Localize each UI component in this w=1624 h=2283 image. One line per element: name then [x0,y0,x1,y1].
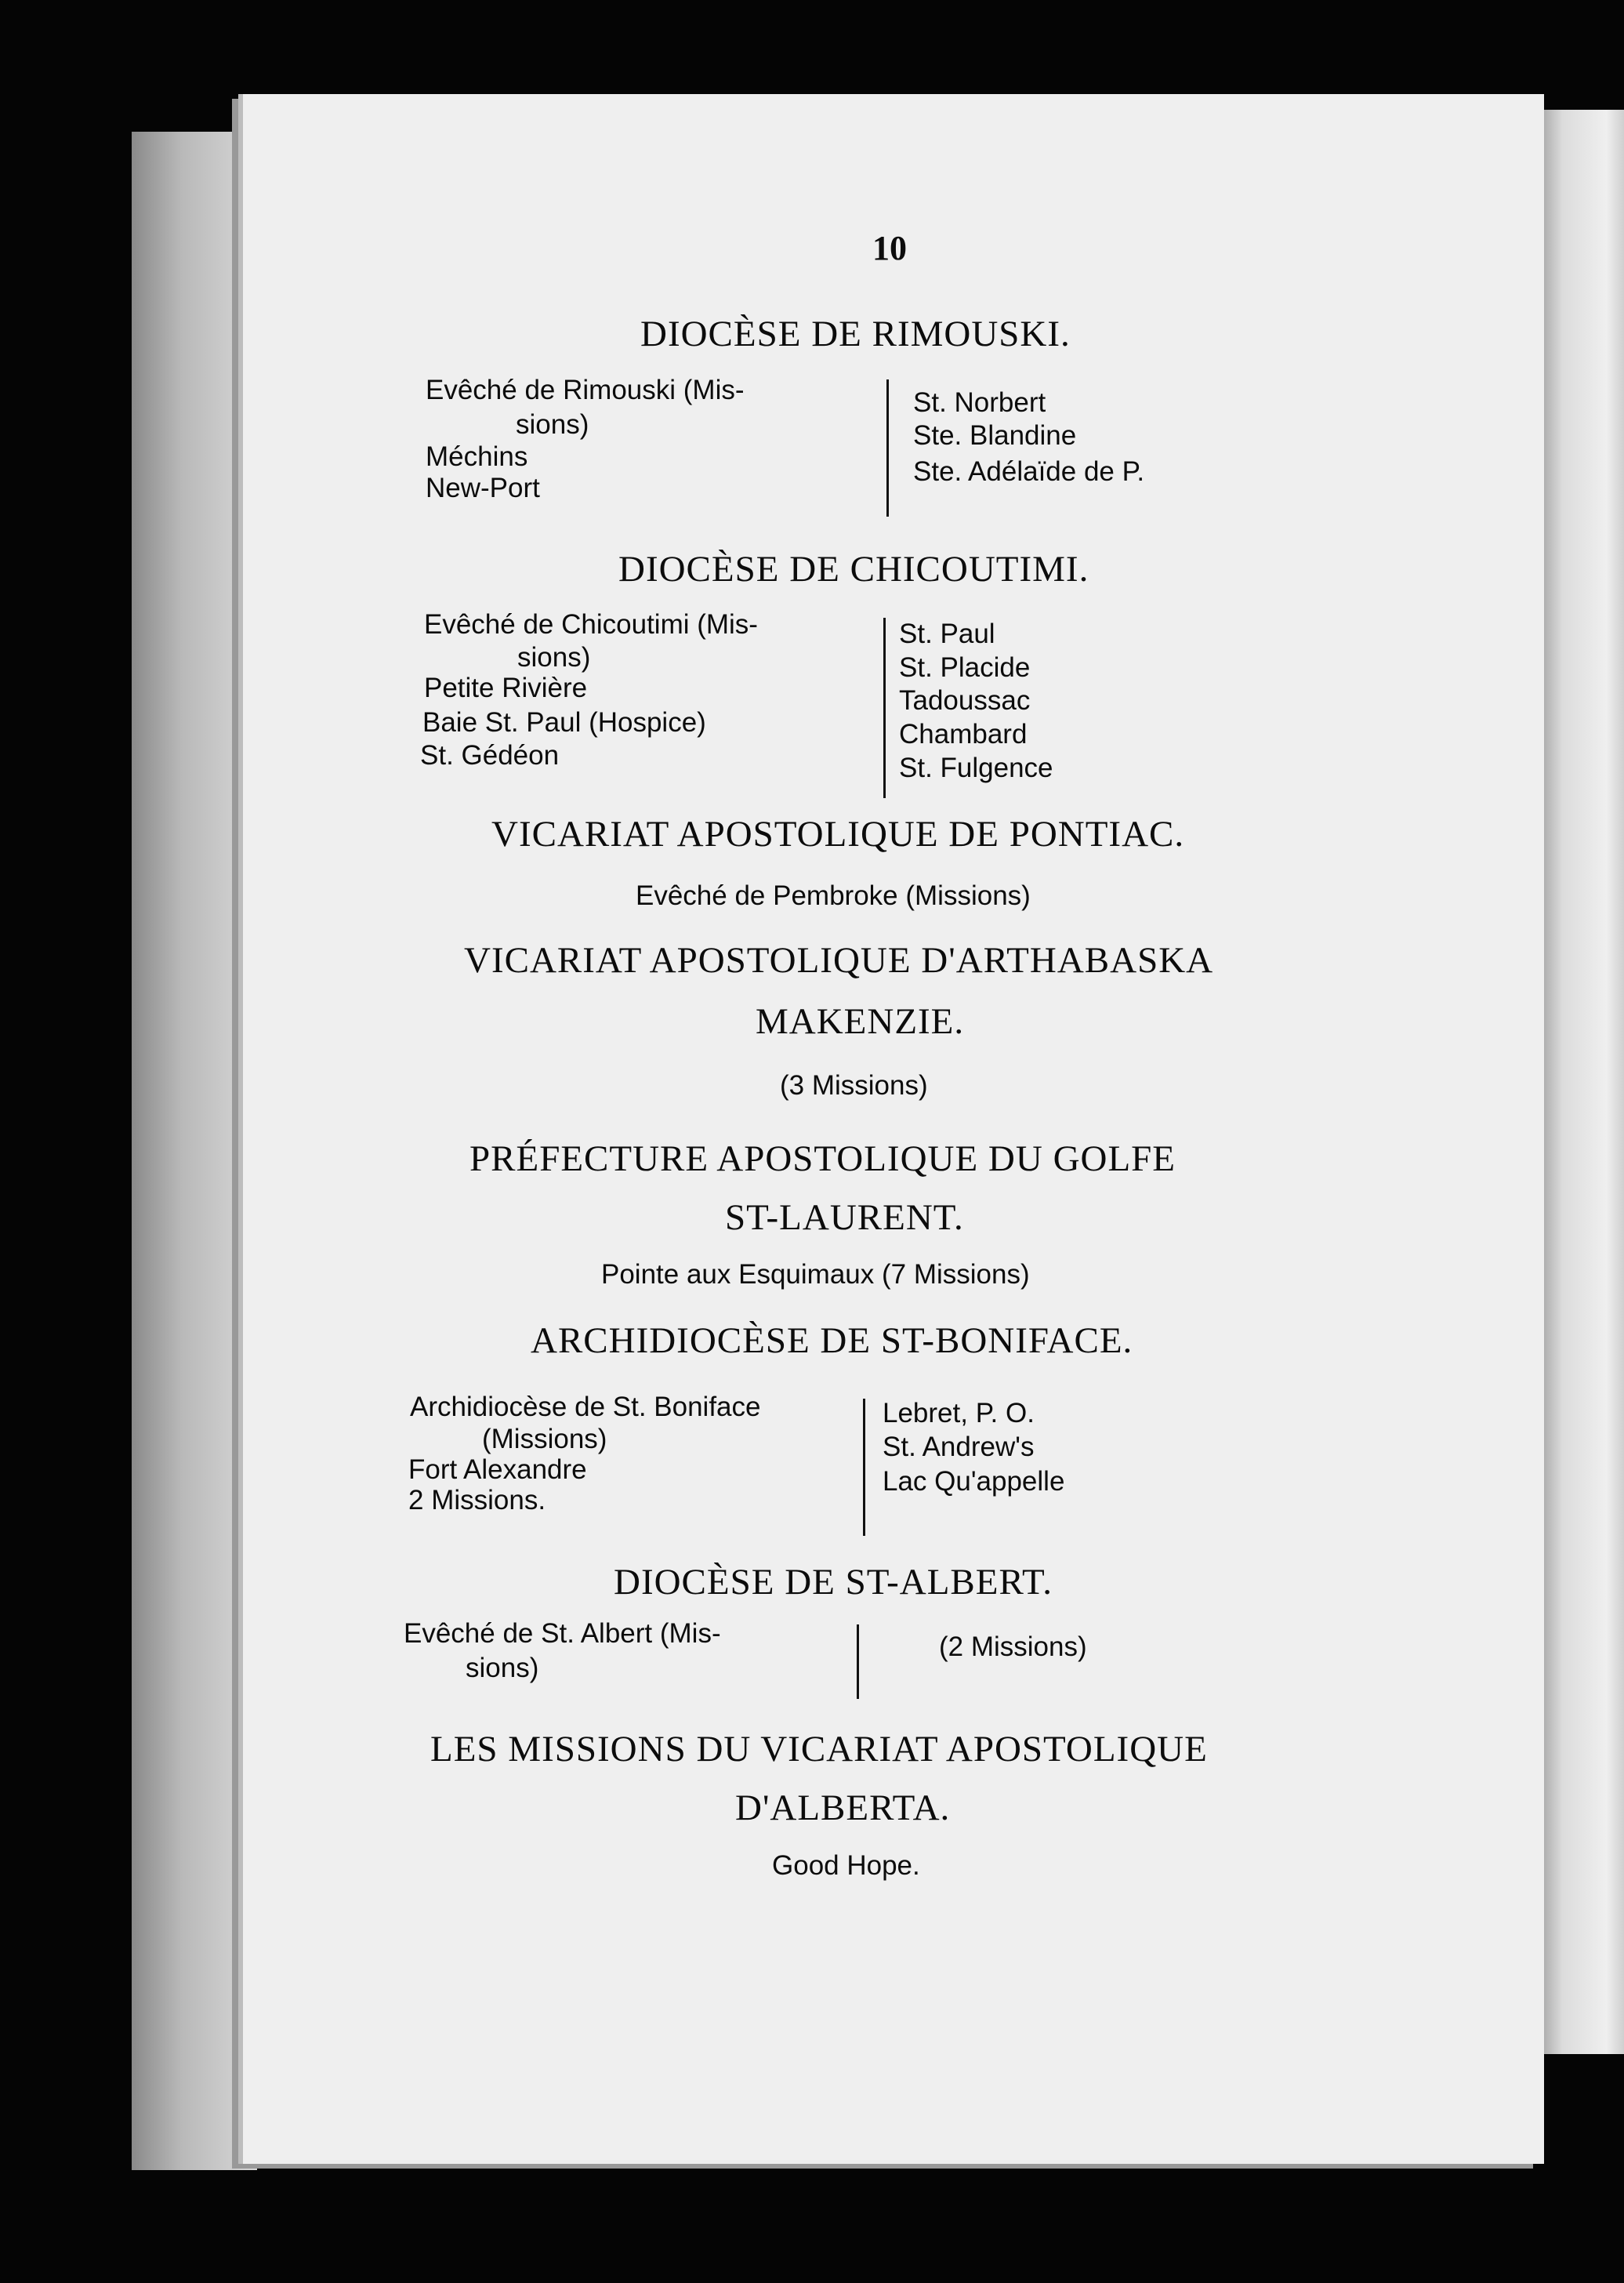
page-number: 10 [872,229,907,267]
chicoutimi-right-3: Tadoussac [899,685,1031,716]
section-title-arthabaska: VICARIAT APOSTOLIQUE D'ARTHABASKA [464,940,1214,981]
st-boniface-left-1: Archidiocèse de St. Boniface [410,1392,761,1422]
chicoutimi-right-2: St. Placide [899,652,1031,683]
column-divider [863,1399,865,1536]
st-boniface-left-2: (Missions) [482,1424,607,1454]
section-title-golfe: PRÉFECTURE APOSTOLIQUE DU GOLFE [469,1138,1176,1179]
section-title-st-albert: DIOCÈSE DE ST-ALBERT. [614,1562,1053,1602]
chicoutimi-left-4: Baie St. Paul (Hospice) [422,707,706,738]
chicoutimi-left-2: sions) [517,642,591,673]
section-title-rimouski: DIOCÈSE DE RIMOUSKI. [640,314,1071,354]
rimouski-right-1: St. Norbert [913,387,1046,418]
section-title-pontiac: VICARIAT APOSTOLIQUE DE PONTIAC. [491,814,1185,855]
st-albert-left-2: sions) [466,1653,539,1683]
st-albert-right-1: (2 Missions) [939,1631,1087,1662]
column-divider [886,379,889,517]
st-boniface-right-2: St. Andrew's [883,1432,1035,1462]
rimouski-right-2: Ste. Blandine [913,420,1077,451]
section-title-alberta-2: D'ALBERTA. [735,1788,951,1828]
rimouski-left-4: New-Port [426,473,540,503]
column-divider [857,1624,859,1699]
st-boniface-left-4: 2 Missions. [408,1485,546,1515]
chicoutimi-right-4: Chambard [899,719,1028,750]
st-boniface-right-3: Lac Qu'appelle [883,1466,1065,1497]
arthabaska-line-1: (3 Missions) [780,1070,928,1101]
chicoutimi-left-5: St. Gédéon [420,740,560,771]
pontiac-line-1: Evêché de Pembroke (Missions) [636,880,1031,911]
chicoutimi-left-1: Evêché de Chicoutimi (Mis- [424,609,758,640]
golfe-line-1: Pointe aux Esquimaux (7 Missions) [601,1259,1030,1290]
rimouski-left-3: Méchins [426,441,528,472]
section-title-chicoutimi: DIOCÈSE DE CHICOUTIMI. [618,549,1089,590]
section-title-golfe-2: ST-LAURENT. [725,1197,964,1238]
alberta-line-1: Good Hope. [772,1850,920,1881]
chicoutimi-right-1: St. Paul [899,619,995,649]
chicoutimi-right-5: St. Fulgence [899,753,1053,783]
section-title-st-boniface: ARCHIDIOCÈSE DE ST-BONIFACE. [531,1320,1133,1361]
rimouski-left-2: sions) [516,409,589,440]
chicoutimi-left-3: Petite Rivière [424,673,588,703]
section-title-arthabaska-2: MAKENZIE. [756,1001,965,1042]
rimouski-right-3: Ste. Adélaïde de P. [913,456,1145,487]
section-title-alberta: LES MISSIONS DU VICARIAT APOSTOLIQUE [430,1729,1208,1769]
st-boniface-left-3: Fort Alexandre [408,1454,587,1485]
st-boniface-right-1: Lebret, P. O. [883,1398,1035,1428]
column-divider [883,618,886,798]
rimouski-left-1: Evêché de Rimouski (Mis- [426,375,745,405]
st-albert-left-1: Evêché de St. Albert (Mis- [404,1618,721,1649]
